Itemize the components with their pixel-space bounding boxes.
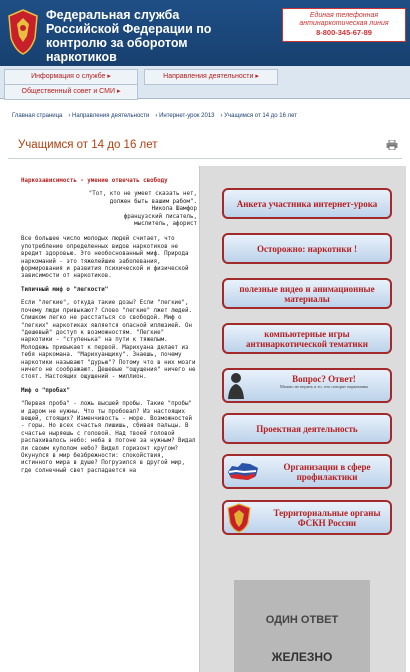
territorial-bodies-button[interactable]: Территориальные органы ФСКН России bbox=[222, 500, 392, 535]
epigraph-line: "Тот, кто не умеет сказать нет, bbox=[88, 191, 197, 198]
breadcrumb-home[interactable]: Главная страница bbox=[12, 113, 63, 119]
section-text: "Первая проба" - ложь высшей пробы. Такие "пробы" и даром не нужны. Что ты пробовал? Из настоящих вещей, стоящих? Изменчивость - море. Возможностей - горы. Но всех счастья лишишь, сбивая пальцы. В счастье ныряешь с головой. Над твоей головой распахивалось небо: неба в погоне за нужным? Видал ли своим куполом небо? Видел горизонт кругом? Окунулся в мир безбрежности: спокойствия, истинного мира в душе? Погрузился в другой мир, где солнечный свет распадается на bbox=[21, 401, 196, 474]
hotline-title: Единая телефонная антинаркотическая линия bbox=[299, 12, 389, 27]
sidebar bbox=[199, 166, 406, 672]
hotline-box[interactable] bbox=[282, 8, 406, 42]
breadcrumb-current: Учащимся от 14 до 16 лет bbox=[224, 113, 297, 119]
article-intro: Все большее число молодых людей считает, что употребление определенных видов наркотиков не вредит здоровью. Это необоснованный миф. Природа наркоманий - это тяжелейшие заболевания, формирования и развития психической и физической зависимости от наркотиков. bbox=[21, 236, 189, 280]
emblem-icon bbox=[7, 8, 39, 56]
article-body bbox=[21, 178, 197, 481]
caution-drugs-button[interactable]: Осторожно: наркотики ! bbox=[222, 233, 392, 264]
title-divider bbox=[8, 158, 402, 159]
section-title: Типичный миф о "легкости" bbox=[21, 286, 109, 293]
agency-title: Федеральная служба Российской Федерации по контролю за оборотом наркотиков bbox=[46, 8, 212, 64]
banner-top-text: ОДИН ОТВЕТ bbox=[265, 614, 339, 626]
epigraph-line: должен быть вашим рабом". bbox=[109, 198, 197, 205]
epigraph-line: мыслитель, афорист bbox=[134, 221, 197, 228]
site-header bbox=[0, 0, 410, 66]
survey-button[interactable]: Анкета участника интернет-урока bbox=[222, 188, 392, 219]
section-text: Если "легкие", откуда такие дозы? Если "легкие", почему люди привыкают? Слово "легкие" лжет людей. Слишком легко не расстаться со свободой. Миф о "легких" наркотиках является опасной иллюзией. Он "дешевый" доступ к возможностям. "Легкие" наркотики - "ступенька" на пути к тяжелым. Молодежь привыкает к первой. Марихуана делает из тебя наркомана. "Марихуанщику". Знаешь, почему наркотики называют "дурью"? Потому что в них мозги ничего не соображают. Дешевые "ощущения" ничего не стоят. Настоящих ощущений - миллион. bbox=[21, 300, 196, 381]
banner-bottom-text: ЖЕЛЕЗНО bbox=[271, 650, 333, 664]
main-nav bbox=[0, 66, 410, 99]
epigraph-author: Никола Шамфор bbox=[151, 206, 197, 213]
nav-item-service-info[interactable]: Информация о службе ▸ bbox=[4, 69, 138, 85]
epigraph-line: французский писатель, bbox=[123, 213, 197, 220]
person-silhouette-icon bbox=[226, 372, 246, 399]
nav-item-public-council[interactable]: Общественный совет и СМИ ▸ bbox=[4, 84, 138, 100]
print-icon[interactable] bbox=[386, 140, 398, 150]
fskn-emblem-icon bbox=[226, 503, 252, 533]
epigraph bbox=[21, 191, 197, 228]
breadcrumb-activities[interactable]: Направления деятельности bbox=[72, 113, 150, 119]
qa-subtitle: Можно не верить в то, что говорят наркоманы bbox=[279, 384, 369, 389]
breadcrumb-lesson[interactable]: Интернет-урок 2013 bbox=[159, 113, 215, 119]
russia-map-icon bbox=[226, 458, 260, 484]
hotline-phone: 8-800-345-67-89 bbox=[316, 28, 372, 37]
article-heading: Наркозависимость - умение отвечать свободу bbox=[21, 178, 168, 184]
section-title: Миф о "пробах" bbox=[21, 387, 70, 394]
breadcrumb: Главная страница › Направления деятельности › Интернет-урок 2013 › Учащимся от 14 до 16 лет bbox=[12, 113, 297, 119]
project-activity-button[interactable]: Проектная деятельность bbox=[222, 413, 392, 444]
nav-item-activities[interactable]: Направления деятельности ▸ bbox=[144, 69, 278, 85]
page-title: Учащимся от 14 до 16 лет bbox=[18, 139, 158, 151]
prevention-orgs-button[interactable]: Организации в сфере профилактики bbox=[222, 454, 392, 489]
video-materials-button[interactable]: полезные видео и анимационные материалы bbox=[222, 278, 392, 309]
computer-games-button[interactable]: компьютерные игры антинаркотической тематики bbox=[222, 323, 392, 354]
qa-label: Вопрос? Ответ! bbox=[292, 374, 356, 384]
promo-banner[interactable] bbox=[234, 580, 370, 672]
qa-button[interactable] bbox=[222, 368, 392, 403]
